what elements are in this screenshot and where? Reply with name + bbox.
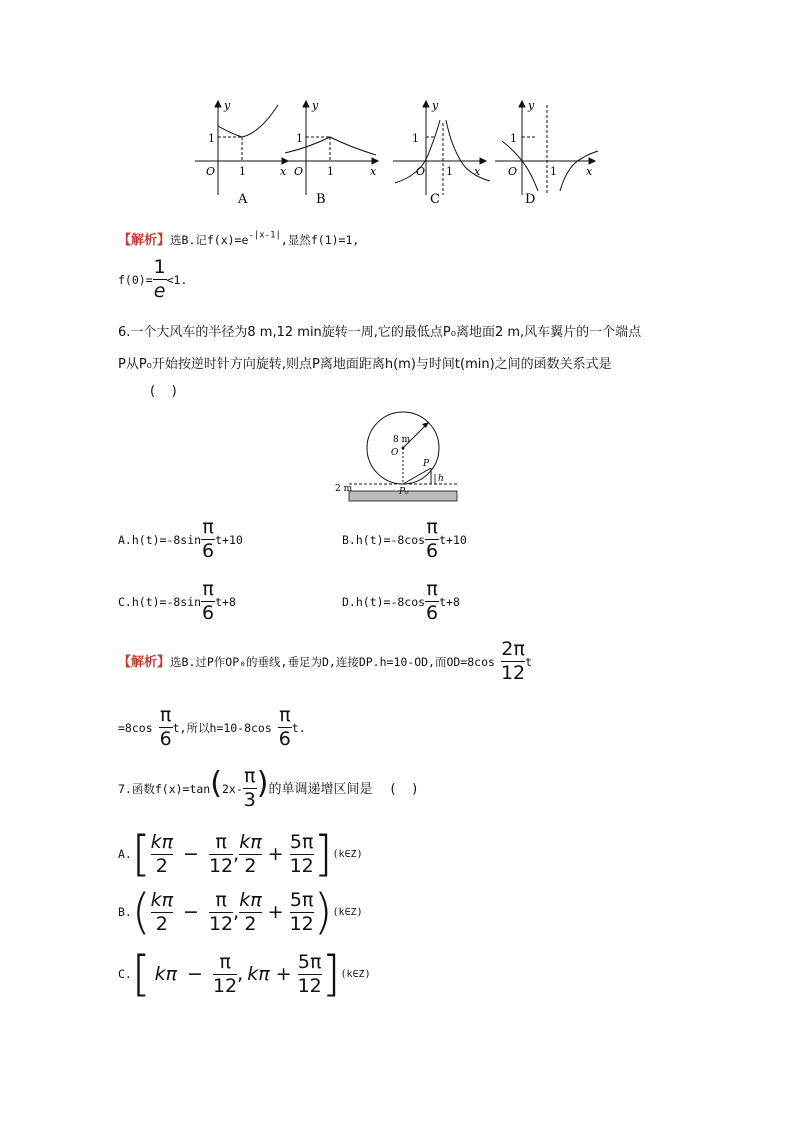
q6-analysis-b1: =8cos (118, 721, 153, 735)
q7-c-qn: 5π (297, 950, 322, 973)
graph-c-o: O (416, 165, 426, 178)
q7-c-minus: − (187, 963, 203, 985)
q6-analysis-num3: π (279, 704, 291, 726)
q7-a-k1n: kπ (150, 830, 174, 853)
q6-option-a (118, 518, 243, 561)
q7-option-b-close: ) (313, 884, 333, 940)
graph-d-o: O (508, 165, 518, 178)
q6-analysis-num2: π (159, 704, 172, 726)
q6-option-a-den: 6 (202, 540, 215, 562)
q7-c-comma: , (237, 963, 244, 985)
q7-b-k2n: kπ (239, 888, 262, 911)
q7-option-a-open: [ (131, 826, 151, 882)
fig-h: h (438, 474, 444, 484)
q6-analysis-den2: 6 (159, 728, 172, 750)
q6-analysis (118, 640, 532, 683)
q6-analysis-num1: 2π (501, 638, 525, 660)
q7-stem-num: π (244, 765, 256, 787)
q7-a-minus: − (183, 843, 199, 865)
q6-stem-line2: P从P₀开始按逆时针方向旋转,则点P离地面距离h(m)与时间t(min)之间的函数关系式是 (118, 357, 612, 372)
q7-b-pn: π (215, 888, 227, 911)
graph-b-one-y: 1 (296, 132, 303, 145)
graph-a-one-x: 1 (239, 165, 246, 178)
q7-b-qd: 12 (289, 912, 314, 935)
q6-option-b-pre: B.h(t)=-8cos (342, 533, 426, 547)
q6-option-b (342, 518, 467, 561)
fig-radius: 8 m (393, 435, 411, 445)
q7-option-a-close: ] (313, 826, 333, 882)
graph-c-x: x (474, 165, 481, 178)
q6-option-d (342, 580, 460, 623)
q6-analysis-den1: 12 (500, 662, 526, 684)
q7-a-comma: , (233, 843, 240, 865)
q7-stem-den: 3 (243, 789, 256, 811)
q7-option-c-open: [ (131, 946, 151, 1002)
graph-a (195, 101, 288, 195)
q7-option-a-label: A. (118, 847, 132, 861)
fig-center: O (391, 448, 399, 458)
q7-option-c-cond: (k∈Z) (340, 968, 371, 980)
q6-analysis-den3: 6 (278, 728, 291, 750)
q6-stem-line1: 6.一个大风车的半径为8 m,12 min旋转一周,它的最低点P₀离地面2 m,风车翼片的一个端点 (118, 325, 642, 340)
graph-d-one-y: 1 (510, 132, 517, 145)
q6-analysis-tag: 【解析】 (118, 655, 171, 670)
graph-b (285, 101, 378, 195)
q7-a-k2d: 2 (244, 854, 257, 877)
graph-c-y: y (432, 99, 439, 112)
q7-option-b-open: ( (131, 884, 151, 940)
q6-analysis-b3: t. (291, 721, 306, 735)
q5-f0-suffix: <1. (166, 273, 188, 287)
fig-ground: 2 m (335, 484, 353, 494)
q7-stem-pre: 7.函数f(x)=tan (118, 782, 211, 796)
q5-f0-num: 1 (153, 256, 166, 278)
q6-option-c-pre: C.h(t)=-8sin (118, 595, 202, 609)
q6-analysis-b2: t,所以h=10-8cos (172, 721, 272, 735)
q7-b-pd: 12 (208, 912, 234, 935)
option-graphs (190, 95, 610, 210)
q7-paren: ( ) (390, 782, 418, 797)
graph-d-one-x: 1 (550, 165, 557, 178)
q7-option-c (118, 946, 371, 1002)
q7-stem-in: 2x- (221, 782, 243, 796)
q7-option-b-label: B. (118, 905, 132, 919)
q5-f0-den: e (153, 280, 166, 302)
q7-a-pn: π (215, 830, 227, 853)
q7-option-a-cond: (k∈Z) (332, 848, 363, 860)
q6-option-c (118, 580, 236, 623)
q6-option-d-den: 6 (426, 602, 439, 624)
q5-analysis-exp: -|x-1| (248, 230, 281, 241)
q7-c-plus: + (275, 963, 292, 985)
q6-analysis-a: 选B.过P作OP₀的垂线,垂足为D,连接DP.h=10-OD,而OD=8cos (170, 655, 495, 669)
q7-option-b-cond: (k∈Z) (332, 906, 363, 918)
q7-b-comma: , (233, 901, 240, 923)
q7-a-qn: 5π (289, 830, 314, 853)
graph-a-label: A (238, 192, 248, 207)
q7-option-b (118, 884, 363, 940)
q7-a-k2n: kπ (239, 830, 262, 853)
q6-option-b-post: t+10 (439, 533, 467, 547)
q5-f0 (118, 258, 187, 301)
q7-b-minus: − (183, 901, 199, 923)
q7-c-pn: π (219, 950, 231, 973)
q6-option-c-den: 6 (202, 602, 215, 624)
q7-option-c-close: ] (321, 946, 341, 1002)
q6-option-a-pre: A.h(t)=-8sin (118, 533, 202, 547)
q7-b-plus: + (267, 901, 284, 923)
q7-c-qd: 12 (297, 974, 322, 997)
q7-stem: 7.函数f(x)=tan(2x- $\frac{\pi}{3}$ )的单调递增区间是 ( ) (118, 765, 418, 811)
q5-f0-prefix: f(0)= (118, 273, 153, 287)
q7-b-k2d: 2 (244, 912, 257, 935)
q7-option-c-label: C. (118, 967, 132, 981)
q7-a-plus: + (267, 843, 284, 865)
q6-option-b-den: 6 (426, 540, 439, 562)
q6-option-c-post: t+8 (215, 595, 236, 609)
graph-d-label: D (525, 192, 536, 207)
graph-b-label: B (316, 192, 326, 207)
q5-analysis-text-b: ,显然f(1)=1, (280, 233, 360, 247)
q6-option-c-num: π (202, 578, 214, 600)
q6-option-b-num: π (426, 516, 438, 538)
q6-option-d-pre: D.h(t)=-8cos (342, 595, 426, 609)
q7-option-a (118, 826, 363, 882)
q6-paren: ( ) (150, 384, 177, 399)
graph-b-o: O (294, 165, 304, 178)
graph-b-y: y (312, 99, 319, 112)
q5-analysis-text-a: 选B.记f(x)=e (170, 233, 249, 247)
q7-a-k1d: 2 (155, 854, 168, 877)
analysis-tag: 【解析】 (118, 233, 171, 248)
fig-p0: P₀ (399, 487, 409, 497)
graph-d (495, 101, 598, 195)
q6-analysis-t: t (525, 655, 533, 669)
graph-c (393, 101, 490, 195)
graph-b-one-x: 1 (327, 165, 334, 178)
graph-a-y: y (224, 99, 231, 112)
q7-b-qn: 5π (289, 888, 314, 911)
q6-option-d-num: π (426, 578, 438, 600)
q7-a-pd: 12 (208, 854, 234, 877)
q7-c-k1n: kπ (154, 963, 178, 985)
windmill-figure (335, 408, 465, 504)
graph-c-label: C (430, 192, 440, 207)
graph-c-one-x: 1 (446, 165, 453, 178)
graph-a-x: x (280, 165, 287, 178)
q5-analysis (118, 229, 359, 248)
graph-a-one-y: 1 (208, 132, 215, 145)
graph-d-x: x (586, 165, 593, 178)
graph-c-one-y: 1 (412, 132, 419, 145)
q7-b-k1n: kπ (150, 888, 174, 911)
fig-point: P (423, 459, 430, 469)
q7-b-k1d: 2 (155, 912, 168, 935)
graph-b-x: x (370, 165, 377, 178)
graph-a-o: O (206, 165, 216, 178)
q6-option-a-post: t+10 (215, 533, 243, 547)
graph-d-y: y (528, 99, 535, 112)
q7-c-pd: 12 (212, 974, 238, 997)
q7-c-k2n: kπ (247, 963, 270, 985)
q6-option-a-num: π (202, 516, 214, 538)
q6-option-d-post: t+8 (439, 595, 460, 609)
q6-analysis-line2 (118, 706, 306, 749)
q7-a-qd: 12 (289, 854, 314, 877)
q7-stem-post: 的单调递增区间是 (268, 782, 373, 797)
